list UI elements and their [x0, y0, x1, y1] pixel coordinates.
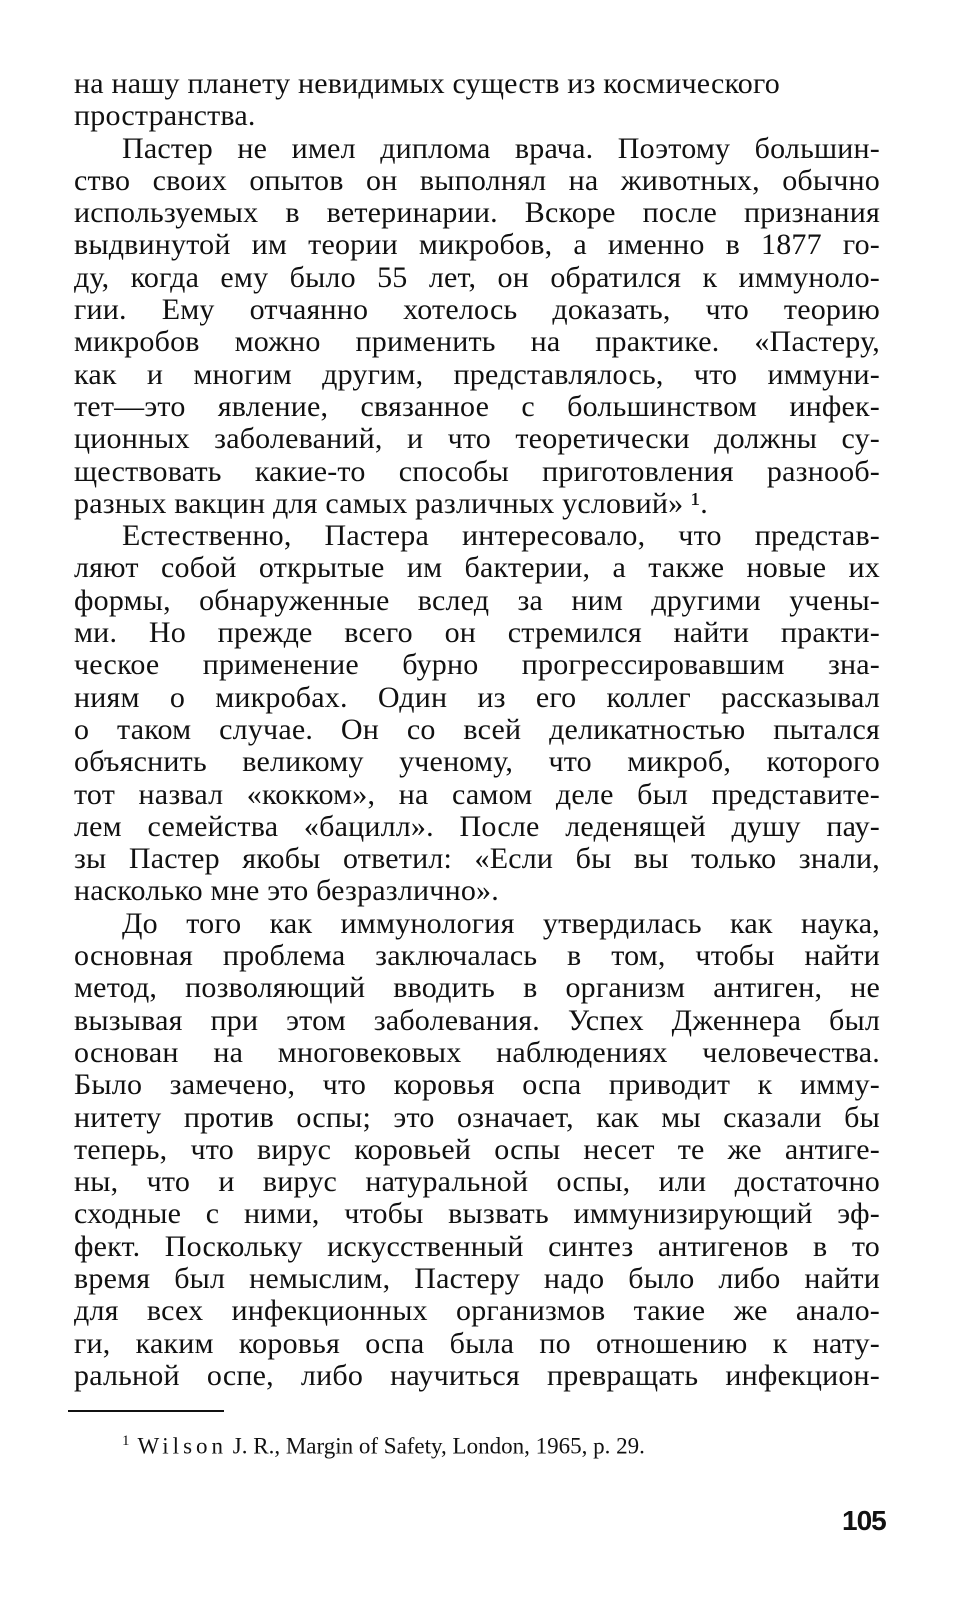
text-line: время был немыслим, Пастеру надо было либо найти [74, 1261, 880, 1295]
text-line: вызывая при этом заболевания. Успех Дженнера был [74, 1003, 880, 1037]
text-line: тот назвал «кокком», на самом деле был представите- [74, 777, 880, 811]
text-line: ческое применение бурно прогрессировавшим зна- [74, 648, 880, 682]
text-line: разных вакцин для самых различных условий» ¹. [74, 486, 708, 520]
text-line: Было замечено, что коровья оспа приводит к имму- [74, 1068, 880, 1102]
text-line: теперь, что вирус коровьей оспы несет те же антиге- [74, 1132, 880, 1166]
text-line: лем семейства «бацилл». После леденящей душу пау- [74, 809, 880, 843]
text-line: зы Пастер якобы ответил: «Если бы вы только знали, [74, 842, 880, 876]
footnote-author: Wilson [137, 1433, 228, 1459]
text-line: формы, обнаруженные вслед за ним другими учены- [74, 583, 880, 617]
text-line: пространства. [74, 99, 256, 133]
text-line: ство своих опытов он выполнял на животных, обычно [74, 163, 880, 197]
footnote [122, 1426, 645, 1462]
text-line: ляют собой открытые им бактерии, а также новые их [74, 551, 880, 585]
footnote-marker: 1 [122, 1433, 130, 1449]
text-line: Пастер не имел диплома врача. Поэтому большин- [122, 131, 880, 165]
text-line: Естественно, Пастера интересовало, что представ- [122, 519, 880, 553]
text-line: основная проблема заключалась в том, чтобы найти [74, 939, 880, 973]
text-line: для всех инфекционных организмов такие же анало- [74, 1294, 880, 1328]
page-text [74, 68, 880, 1392]
text-line: насколько мне это безразлично». [74, 874, 499, 908]
text-line: ционных заболеваний, и что теоретически должны су- [74, 422, 880, 456]
text-line: ниям о микробах. Один из его коллег рассказывал [74, 680, 880, 714]
text-line: используемых в ветеринарии. Вскоре после признания [74, 196, 880, 230]
footnote-divider [68, 1410, 224, 1412]
text-line: микробов можно применить на практике. «Пастеру, [74, 325, 880, 359]
text-line: основан на многовековых наблюдениях человечества. [74, 1035, 880, 1069]
text-line: как и многим другим, представлялось, что иммуни- [74, 357, 880, 391]
text-line: ду, когда ему было 55 лет, он обратился к иммуноло- [74, 260, 880, 294]
text-line: фект. Поскольку искусственный синтез антигенов в то [74, 1229, 880, 1263]
text-line: ми. Но прежде всего он стремился найти практи- [74, 616, 880, 650]
text-line: о таком случае. Он со всей деликатностью пытался [74, 712, 880, 746]
footnote-citation: J. R., Margin of Safety, London, 1965, p. 29. [227, 1433, 645, 1459]
text-line: выдвинутой им теории микробов, а именно в 1877 го- [74, 228, 880, 262]
text-line: сходные с ними, чтобы вызвать иммунизирующий эф- [74, 1197, 880, 1231]
text-line: тет—это явление, связанное с большинством инфек- [74, 389, 880, 423]
page-number: 105 [842, 1505, 886, 1536]
text-line: на нашу планету невидимых существ из космического [74, 67, 780, 100]
text-line: ги, каким коровья оспа была по отношению к нату- [74, 1326, 880, 1360]
text-line: нитету против оспы; это означает, как мы сказали бы [74, 1100, 880, 1134]
text-line: ны, что и вирус натуральной оспы, или достаточно [74, 1165, 880, 1199]
text-line: метод, позволяющий вводить в организм антиген, не [74, 971, 880, 1005]
text-line: ществовать какие-то способы приготовления разнооб- [74, 454, 880, 488]
text-line: ральной оспе, либо научиться превращать инфекцион- [74, 1358, 880, 1392]
text-line: гии. Ему отчаянно хотелось доказать, что теорию [74, 293, 880, 327]
text-line: объяснить великому ученому, что микроб, которого [74, 745, 880, 779]
text-line: До того как иммунология утвердилась как наука, [122, 906, 880, 940]
